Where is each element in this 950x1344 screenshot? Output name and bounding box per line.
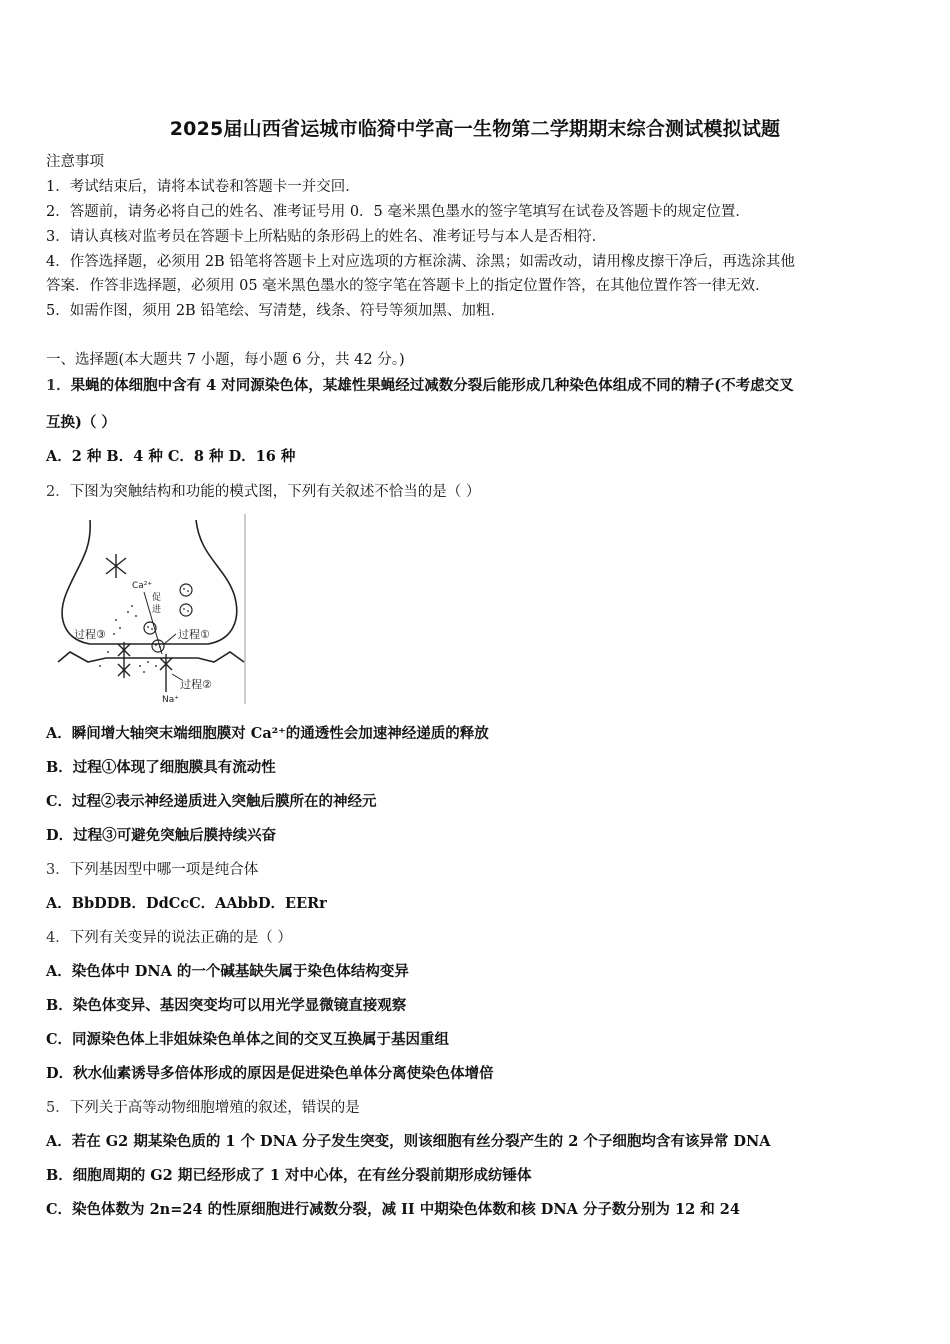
notice-item: 3．请认真核对监考员在答题卡上所粘贴的条形码上的姓名、准考证号与本人是否相符． (46, 229, 607, 245)
question-4-option-c: C．同源染色体上非姐妹染色单体之间的交叉互换属于基因重组 (46, 1031, 450, 1048)
calcium-channel-icon (106, 554, 126, 578)
question-3 (46, 860, 906, 880)
na-label: Na⁺ (162, 695, 179, 705)
promote-label: 促 (152, 593, 162, 603)
question-stem: 下列关于高等动物细胞增殖的叙述，错误的是 (69, 1100, 360, 1116)
question-5-option-b: B．细胞周期的 G2 期已经形成了 1 对中心体，在有丝分裂前期形成纺锤体 (46, 1167, 532, 1184)
question-3-options: A．BbDDB．DdCcC．AAbbD．EERr (46, 895, 327, 912)
notice-item: 答案．作答非选择题，必须用 05 毫米黑色墨水的签字笔在答题卡上的指定位置作答，在其他位置作答一律无效． (46, 278, 770, 294)
question-4 (46, 928, 906, 948)
question-4-option-a: A．染色体中 DNA 的一个碱基缺失属于染色体结构变异 (46, 963, 409, 980)
page-title: 2025届山西省运城市临猗中学高一生物第二学期期末综合测试模拟试题 (169, 118, 781, 140)
question-2 (46, 482, 906, 502)
question-stem: 下列有关变异的说法正确的是（ ） (69, 930, 292, 946)
question-stem: 下图为突触结构和功能的模式图，下列有关叙述不恰当的是（ ） (69, 484, 481, 500)
process-1-label: 过程① (178, 628, 210, 641)
question-5-option-c: C．染色体数为 2n=24 的性原细胞进行减数分裂，减 II 中期染色体数和核 DNA 分子数分别为 12 和 24 (46, 1201, 740, 1218)
section-heading: 一、选择题(本大题共 7 小题，每小题 6 分，共 42 分。) (46, 352, 405, 368)
synapse-diagram (48, 512, 248, 706)
question-number: 5． (46, 1100, 70, 1116)
question-2-option-b: B．过程①体现了细胞膜具有流动性 (46, 759, 276, 776)
question-stem: 果蝇的体细胞中含有 4 对同源染色体，某雄性果蝇经过减数分裂后能形成几种染色体组成不同的精子(不考虑交叉 (70, 377, 794, 394)
question-number: 3． (46, 862, 70, 878)
notice-item: 5．如需作图，须用 2B 铅笔绘、写清楚，线条、符号等须加黑、加粗． (46, 303, 505, 319)
question-stem: 下列基因型中哪一项是纯合体 (69, 862, 259, 878)
notice-item: 2．答题前，请务必将自己的姓名、准考证号用 0．5 毫米黑色墨水的签字笔填写在试卷及答题卡的规定位置． (46, 204, 750, 220)
question-5 (46, 1098, 906, 1118)
question-1-stem-cont: 互换)（ ） (46, 414, 116, 431)
question-1 (46, 376, 906, 396)
promote-label: 进 (152, 605, 162, 615)
notice-item: 1．考试结束后，请将本试卷和答题卡一并交回． (46, 179, 360, 195)
process-2-label: 过程② (180, 678, 212, 691)
question-2-option-d: D．过程③可避免突触后膜持续兴奋 (46, 827, 277, 844)
question-5-option-a: A．若在 G2 期某染色质的 1 个 DNA 分子发生突变，则该细胞有丝分裂产生的 2 个子细胞均含有该异常 DNA (46, 1133, 771, 1150)
process-3-label: 过程③ (74, 628, 106, 641)
notice-item: 4．作答选择题，必须用 2B 铅笔将答题卡上对应选项的方框涂满、涂黑；如需改动，请用橡皮擦干净后，再选涂其他 (46, 254, 795, 270)
question-4-option-b: B．染色体变异、基因突变均可以用光学显微镜直接观察 (46, 997, 407, 1014)
question-1-options: A．2 种 B．4 种 C．8 种 D．16 种 (46, 448, 296, 465)
question-4-option-d: D．秋水仙素诱导多倍体形成的原因是促进染色单体分离使染色体增倍 (46, 1065, 494, 1082)
question-2-option-a: A．瞬间增大轴突末端细胞膜对 Ca²⁺的通透性会加速神经递质的释放 (46, 725, 489, 742)
question-number: 4． (46, 930, 70, 946)
ca-label: Ca²⁺ (132, 581, 153, 591)
question-number: 1． (46, 377, 71, 394)
question-2-option-c: C．过程②表示神经递质进入突触后膜所在的神经元 (46, 793, 377, 810)
receptor-channel-icon (118, 642, 130, 678)
question-number: 2． (46, 484, 70, 500)
notice-heading: 注意事项 (46, 154, 104, 170)
sodium-channel-icon (160, 654, 172, 692)
